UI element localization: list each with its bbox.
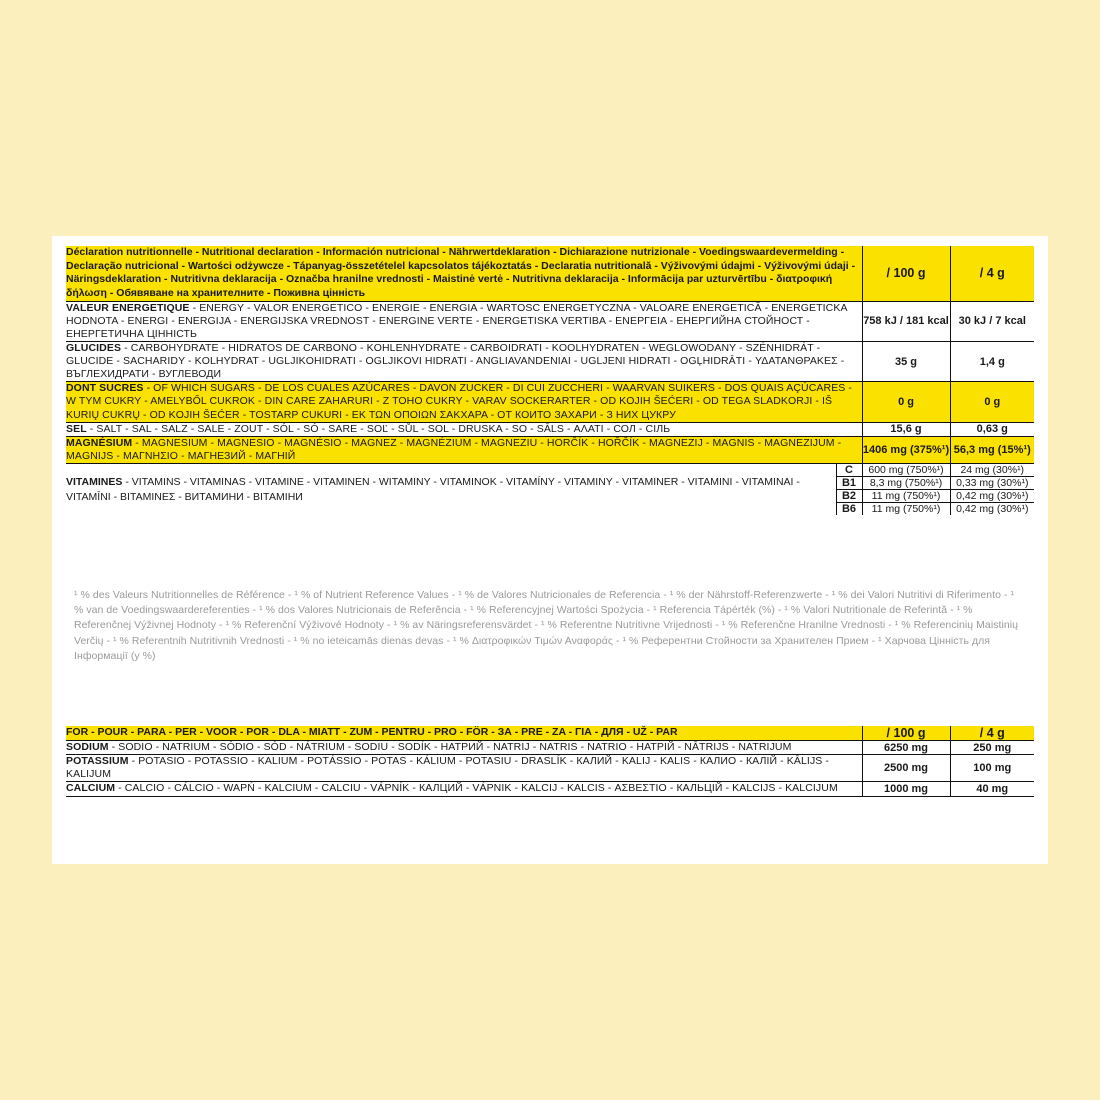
vitamin-b2-per-100g: 11 mg (750%¹) [862, 490, 950, 503]
table-row [66, 755, 1034, 782]
row-label-potassium [66, 755, 862, 782]
nutrition-declaration-title: Déclaration nutritionnelle - Nutritional declaration - Información nutricional - Nährwertdeklaration - Dichiarazione nutrizionale - Voedingswaardevermelding - Declaração nutricional - Wartości odżywcze - Tápanyag-összetételel kapcsolatos tájékoztatás - Declaratia nutritională - Výživovými údajmi - Výživovými údaji - Näringsdeklaration - Nutritivna deklaracija - Označba hranilne vrednosti - Maistinė vertė - Nutritivna deklaracija - Informācija par uzturvērtību - διατροφική δήλωση - Обявяване на хранителните - Поживна цінність [66, 246, 862, 301]
value-per-100g: 758 kJ / 181 kcal [862, 301, 950, 341]
row-translations: - SALT - SAL - SALZ - SALE - ZOUT - SÓL - SÓ - SARE - SOĽ - SŮL - SOL - DRUSKA - SO - SĀLS - ΑΛΑΤΙ - СОЛ - СІЛЬ [89, 422, 671, 435]
row-name: POTASSIUM [66, 755, 129, 768]
table-row [66, 422, 1034, 436]
vitamin-c-per-4g: 24 mg (30%¹) [950, 464, 1034, 477]
row-label-calcium [66, 782, 862, 796]
row-label-of-which-sugars [66, 382, 862, 422]
vitamin-c-per-100g: 600 mg (750%¹) [862, 464, 950, 477]
row-name: SEL [66, 422, 87, 435]
column-header-per-100g: / 100 g [862, 246, 950, 301]
value-per-100g: 0 g [862, 382, 950, 422]
row-label-magnesium [66, 436, 862, 463]
row-label-carbohydrate [66, 341, 862, 381]
value-per-100g: 6250 mg [862, 741, 950, 755]
row-translations: - CALCIO - CÁLCIO - WAPŃ - KALCIUM - CALCIU - VÁPNÍK - КАЛЦИЙ - VÁPNIK - KALCIJ - KALCIS - ΑΣΒΕΣΤΙΟ - КАЛЬЦІЙ - KALCIJS - KALCIJUM [118, 782, 838, 795]
row-translations: - MAGNESIUM - MAGNESIO - MAGNÉSIO - MAGNEZ - MAGNÉZIUM - MAGNEZIU - HORČÍK - HOŘČÍK - MAGNEZIJ - MAGNIS - MAGNEZIJUM - MAGNIJS - ΜΑΓΝΗΣΙΟ - МАГНЕЗИЙ - МАГНІЙ [66, 436, 842, 462]
table-header-row [66, 726, 1034, 741]
value-per-4g: 1,4 g [950, 341, 1034, 381]
value-per-100g: 1406 mg (375%¹) [862, 436, 950, 463]
value-per-4g: 30 kJ / 7 kcal [950, 301, 1034, 341]
row-translations: - CARBOHYDRATE - HIDRATOS DE CARBONO - KOHLENHYDRATE - CARBOIDRATI - KOOLHYDRATEN - WEGLOWODANY - SZÉNHIDRÁT - GLUCIDE - SACHARIDY - KOLHYDRAT - UGLJIKOHIDRATI - OGLJIKOVI HIDRATI - ANGLIAVANDENIAI - UGLJENI HIDRATI - OGĻHIDRĀTI - ΥΔΑΤΑΝΘΡΑΚΕΣ - ВЪГЛЕХИДРАТИ - ВУГЛЕВОДИ [66, 341, 845, 381]
table-row [66, 741, 1034, 755]
vitamin-b1-per-100g: 8,3 mg (750%¹) [862, 477, 950, 490]
vitamin-name-b1: B1 [836, 477, 862, 490]
nutrition-declaration-block [66, 246, 1034, 515]
row-name: MAGNÉSIUM [66, 436, 133, 449]
table-row [66, 382, 1034, 422]
table-bottom-rule [66, 796, 1034, 797]
column-header-per-4g: / 4 g [950, 726, 1034, 741]
value-per-4g: 100 mg [950, 755, 1034, 782]
table-header-row [66, 246, 1034, 301]
row-name: CALCIUM [66, 782, 116, 795]
row-name: GLUCIDES [66, 341, 122, 354]
table-row [66, 464, 1034, 477]
minerals-table [66, 726, 1034, 797]
value-per-4g: 0,63 g [950, 422, 1034, 436]
vitamin-b6-per-100g: 11 mg (750%¹) [862, 503, 950, 516]
value-per-4g: 56,3 mg (15%¹) [950, 436, 1034, 463]
row-label-sodium [66, 741, 862, 755]
row-translations: - POTASIO - POTASSIO - KALIUM - POTÁSSIO - POTAS - KÁLIUM - POTASIU - DRASLÍK - КАЛИЙ - KALIJ - KALIS - КАЛИО - КАЛІЙ - KĀLIJS - KALIJUM [66, 755, 830, 781]
vitamin-b2-per-4g: 0,42 mg (30%¹) [950, 490, 1034, 503]
row-name: VALEUR ENERGETIQUE [66, 301, 190, 314]
row-label-vitamins [66, 464, 836, 516]
nutrition-table [66, 246, 1034, 515]
row-translations: - SODIO - NATRIUM - SÓDIO - SÓD - NÁTRIUM - SODIU - SODÍK - НАТРИЙ - NATRIJ - NATRIS - NATRIO - НАТРІЙ - NĀTRIJS - NATRIJUM [111, 741, 792, 753]
vitamin-name-b2: B2 [836, 490, 862, 503]
nrv-footnote: ¹ % des Valeurs Nutritionnelles de Référence - ¹ % of Nutrient Reference Values - ¹ % de Valores Nutricionales de Referencia - ¹ % der Nährstoff-Referenzwerte - ¹ % dei Valori Nutritivi di Riferimento - ¹ % van de Voedingswaardereferenties - ¹ % dos Valores Nutricionais de Referência - ¹ % Referencyjnej Wartości Spożycia - ¹ Referencia Tápérték (%) - ¹ % Valori Nutritionale de Referintă - ¹ % Referenčnej Výživnej Hodnoty - ¹ % Referenční Výživové Hodnoty - ¹ % av Näringsreferensvärdet - ¹ % Referentne Nutritivne Vrijednosti - ¹ % Referenčne Hranilne Vrednosti - ¹ % Referencinių Maistinių Verčių - ¹ % Referentnih Nutritivnih Vrednosti - ¹ % no ieteicamās dienas devas - ¹ % Διατροφικών Τιμών Αναφοράς - ¹ % Референтни Стойности за Хранителен Прием - ¹ Харчова Цінність для Інформації (у %) [74, 589, 1019, 662]
row-translations: - VITAMINS - VITAMINAS - VITAMINE - VITAMINEN - WITAMINY - VITAMINOK - VITAMÍNY - VITAMINY - VITAMINER - VITAMINI - VITAMINAI -VITAMĪNI - ΒΙΤΑΜΙΝΕΣ - ВИТАМИНИ - ВІТАМІНИ [66, 476, 800, 503]
vitamin-name-c: C [836, 464, 862, 477]
row-translations: - ENERGY - VALOR ENERGETICO - ENERGIE - ENERGIA - WARTOSC ENERGETYCZNA - VALOARE ENERGETICĂ - ENERGETICKA HODNOTA - ENERGI - ENERGIJA - ENERGIJSKA VREDNOST - ENERGINE VERTE - ENERGETISKA VERTIBA - ΕΝΕΡΓΕΙΑ - ЕНЕРГИЙНА СТОЙНОСТ - ЕНЕРГЕТИЧНА ЦІННІСТЬ [66, 301, 847, 340]
table-row [66, 436, 1034, 463]
value-per-4g: 0 g [950, 382, 1034, 422]
table-row [66, 782, 1034, 796]
vitamin-name-b6: B6 [836, 503, 862, 516]
row-translations: - OF WHICH SUGARS - DE LOS CUALES AZÚCARES - DAVON ZUCKER - DI CUI ZUCCHERI - WAARVAN SUIKERS - DOS QUAIS AÇÚCARES - W TYM CUKRY - AMELYBŐL CUKROK - DIN CARE ZAHARURI - Z TOHO CUKRY - VARAV SOCKERARTER - OD KOJIH ŠEĆERI - OD TEGA SLADKORJI - IŠ KURIŲ CUKRŲ - OD KOJIH ŠEĆER - TOSTARP CUKURI - ΕΚ ΤΩΝ ΟΠΟΙΩΝ ΣΑΚΧΑΡΑ - ОТ КОИТО ЗАХАРИ - З НИХ ЦУКРУ [66, 382, 853, 421]
minerals-title: FOR - POUR - PARA - PER - VOOR - POR - DLA - MIATT - ZUM - PENTRU - PRO - FÖR - ЗА - PRE - ZA - ΓΙΑ - ДЛЯ - UŽ - PAR [66, 726, 862, 741]
value-per-4g: 40 mg [950, 782, 1034, 796]
value-per-100g: 1000 mg [862, 782, 950, 796]
vitamin-b6-per-4g: 0,42 mg (30%¹) [950, 503, 1034, 516]
row-name: DONT SUCRES [66, 382, 144, 395]
row-label-salt [66, 422, 862, 436]
column-header-per-4g: / 4 g [950, 246, 1034, 301]
table-row [66, 341, 1034, 381]
column-header-per-100g: / 100 g [862, 726, 950, 741]
row-name: SODIUM [66, 741, 109, 753]
minerals-block [66, 726, 1034, 797]
value-per-100g: 35 g [862, 341, 950, 381]
value-per-100g: 15,6 g [862, 422, 950, 436]
row-name: VITAMINES [66, 476, 123, 489]
value-per-4g: 250 mg [950, 741, 1034, 755]
table-row [66, 301, 1034, 341]
vitamin-b1-per-4g: 0,33 mg (30%¹) [950, 477, 1034, 490]
value-per-100g: 2500 mg [862, 755, 950, 782]
row-label-energy [66, 301, 862, 341]
